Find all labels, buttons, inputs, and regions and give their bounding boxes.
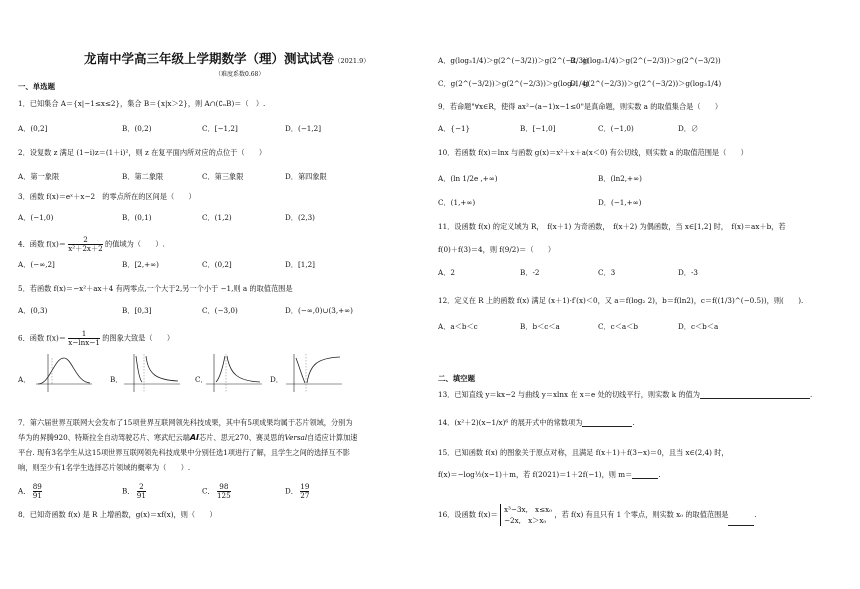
- section-fill-in: 二、填空题: [438, 374, 475, 383]
- q9-option-c[interactable]: C．(−1,0): [598, 124, 634, 133]
- q4-num: 2: [68, 236, 103, 245]
- difficulty-note: （难度系数0.68）: [215, 71, 265, 78]
- q14-part1: 14．(x²＋2)(x−: [438, 418, 492, 427]
- q5-option-d[interactable]: D．(−∞,0)∪(3,+∞): [285, 306, 353, 315]
- q6-num: 1: [68, 330, 100, 339]
- q6-option-c[interactable]: C．: [195, 375, 208, 384]
- question-13: 13．已知直线 y＝kx−2 与曲线 y＝xlnx 在 x＝e 处的切线平行，则实数 k 的值为 .: [438, 390, 813, 399]
- q8-option-d[interactable]: D．g(2^(−2/3))＞g(2^(−3/2))＞g(log₃1/4): [570, 79, 722, 88]
- q15-answer-blank[interactable]: [632, 471, 658, 479]
- q7-c-label: C．: [202, 486, 215, 496]
- q13-text: 13．已知直线 y＝kx−2 与曲线 y＝xlnx 在 x＝e 处的切线平行，则实数 k 的值为: [438, 390, 700, 399]
- q12-option-c[interactable]: C．c＜a＜b: [598, 322, 638, 331]
- question-6: [18, 330, 174, 347]
- q12-option-b[interactable]: B．b＜c＜a: [520, 322, 560, 331]
- q6-option-d[interactable]: D．: [270, 375, 283, 384]
- question-5: 5．若函数 f(x)＝−x²＋ax＋4 有两零点,一个大于2,另一个小于 −1,则 a 的取值范围是: [18, 284, 293, 293]
- q7-d-den: 27: [300, 491, 310, 500]
- q6-option-a[interactable]: A．: [18, 375, 31, 384]
- question-10: 10．若函数 f(x)＝lnx 与函数 g(x)＝x²＋x＋a(x＜0) 有公切线，则实数 a 的取值范围是（ ）: [438, 148, 748, 157]
- q16-tail: ，若 f(x) 有且只有 1 个零点，则实数 x₀ 的取值范围是: [554, 510, 729, 519]
- q8-option-a[interactable]: A．g(log₃1/4)＞g(2^(−3/2))＞g(2^(−2/3)): [438, 56, 589, 65]
- q3-option-a[interactable]: A．(−1,0): [18, 213, 54, 222]
- question-16: 16．设函数 f(x)＝ x³−3x, x≤x₀ −2x, x＞x₀ ，若 f(x) 有且只有 1 个零点，则实数 x₀ 的取值范围是 .: [438, 505, 757, 525]
- q9-option-d[interactable]: D．∅: [678, 124, 699, 133]
- q10-option-c[interactable]: C．(1,+∞): [438, 198, 476, 207]
- q7-option-d[interactable]: [285, 483, 309, 500]
- q1-option-b[interactable]: B．(0,2): [122, 124, 152, 133]
- q10-option-b[interactable]: B．(ln2,+∞): [598, 174, 642, 183]
- q7-line2-part3: 自适应计算加速: [307, 433, 358, 442]
- q14-answer-blank[interactable]: [582, 419, 632, 427]
- q2-option-b[interactable]: B．第二象限: [122, 172, 164, 181]
- q7-c-den: 125: [216, 491, 231, 500]
- q14-part2: 1/x)⁶ 的展开式中的常数项为: [491, 418, 583, 427]
- question-7-line3: 平台. 现有3名学生从这15项世界互联网领先科技成果中分别任选1项进行了解，且学生之间的选择互不影: [18, 448, 350, 457]
- q10-option-a[interactable]: A．(ln 1/2e ,+∞): [438, 174, 498, 183]
- q7-a-label: A．: [18, 486, 31, 496]
- q4-option-c[interactable]: C．(0,2]: [202, 260, 232, 269]
- q7-line2-part2: 芯片、思元270、赛灵思的: [199, 433, 285, 442]
- q5-option-b[interactable]: B．[0,3]: [122, 306, 152, 315]
- q4-option-a[interactable]: A．(−∞,2]: [18, 260, 55, 269]
- q15-text: f(x)＝−log½(x−1)＋m，若 f(2021)＝1＋2f(−1)，则 m＝: [438, 470, 633, 479]
- q7-option-b[interactable]: [122, 483, 146, 500]
- q9-option-b[interactable]: B．[−1,0]: [520, 124, 556, 133]
- q5-option-a[interactable]: A．(0,3): [18, 306, 48, 315]
- q7-option-c[interactable]: [202, 483, 231, 500]
- q6-graph-c: [202, 352, 264, 394]
- q16-case-2: −2x, x＞x₀: [504, 516, 547, 525]
- q7-d-num: 19: [300, 482, 310, 491]
- q4-den: x²＋2x＋2: [68, 244, 103, 253]
- q10-option-d[interactable]: D．(−1,+∞): [598, 198, 642, 207]
- q7-d-fraction: [300, 483, 309, 500]
- q16-answer-blank[interactable]: [728, 518, 754, 526]
- question-11-line1: 11．设函数 f(x) 的定义域为 R， f(x＋1) 为奇函数， f(x＋2) 为偶函数，当 x∈[1,2] 时， f(x)＝ax＋b，若: [438, 222, 786, 231]
- q4-lead: 4．函数 f(x)＝: [18, 239, 66, 249]
- q11-option-c[interactable]: C．3: [598, 268, 616, 277]
- q11-option-d[interactable]: D．-3: [678, 268, 698, 277]
- q16-case-1: x³−3x, x≤x₀: [504, 505, 553, 514]
- q7-d-label: D．: [285, 486, 298, 496]
- q4-option-d[interactable]: D．[1,2]: [285, 260, 315, 269]
- q12-option-d[interactable]: D．c＜b＜a: [678, 322, 719, 331]
- q2-option-a[interactable]: A．第一象限: [18, 172, 60, 181]
- q1-option-c[interactable]: C．[−1,2]: [202, 124, 238, 133]
- q5-option-c[interactable]: C．(−3,0): [202, 306, 238, 315]
- q16-piecewise: [500, 504, 552, 526]
- q2-option-d[interactable]: D．第四象限: [285, 172, 327, 181]
- section-single-choice: 一、单选题: [18, 82, 55, 91]
- q13-answer-blank[interactable]: [700, 391, 810, 399]
- q8-option-c[interactable]: C．g(2^(−3/2))＞g(2^(−2/3))＞g(log₃1/4): [438, 79, 589, 88]
- q8-option-b[interactable]: B．g(log₃1/4)＞g(2^(−2/3))＞g(2^(−3/2)): [570, 56, 721, 65]
- q7-b-den: 91: [136, 491, 146, 500]
- q11-option-a[interactable]: A．2: [438, 268, 455, 277]
- question-7-line1: 7．第六届世界互联网大会发布了15项世界互联网领先科技成果，其中有5项成果均属于芯片领域，分别为: [18, 418, 353, 427]
- q12-option-a[interactable]: A．a＜b＜c: [438, 322, 478, 331]
- question-4: [18, 236, 165, 253]
- question-2: 2．设复数 z 满足 (1−i)z＝(1＋i)²，则 z 在复平面内所对应的点位于（ ）: [18, 148, 267, 157]
- q7-b-num: 2: [137, 483, 146, 492]
- question-9: 9．若命题"∀x∈R，使得 ax²−(a−1)x−1≤0"是真命题，则实数 a 的取值集合是（ ）: [438, 102, 723, 111]
- q6-den: x−lnx−1: [68, 338, 100, 347]
- q6-fraction: [68, 330, 100, 347]
- q7-c-num: 98: [217, 483, 231, 492]
- q7-option-a[interactable]: [18, 483, 42, 500]
- question-15-line1: 15．已知函数 f(x) 的图象关于原点对称，且满足 f(x＋1)＋f(3−x)＝0，且当 x∈(2,4) 时，: [438, 448, 729, 457]
- q1-option-a[interactable]: A．(0,2]: [18, 124, 48, 133]
- question-7-line4: 响，则至少有1名学生选择芯片领域的概率为（ ）.: [18, 463, 191, 472]
- title-text: 龙南中学高三年级上学期数学（理）测试试卷: [84, 51, 335, 66]
- question-3: 3．函数 f(x)＝eˣ＋x−2 的零点所在的区间是（ ）: [18, 192, 196, 201]
- exam-title: [84, 52, 370, 68]
- question-1: 1．已知集合 A＝{x|−1≤x≤2}，集合 B＝{x|x＞2}，则 A∩(∁ₙB)＝（ ）.: [18, 99, 266, 108]
- q7-c-fraction: [217, 483, 231, 500]
- q4-fraction: [68, 236, 103, 253]
- q7-b-fraction: [137, 483, 146, 500]
- q7-b-label: B．: [122, 486, 135, 496]
- q3-option-b[interactable]: B．(0,1): [122, 213, 152, 222]
- q6-graph-a: [32, 352, 94, 394]
- q4-option-b[interactable]: B．[2,+∞): [122, 260, 159, 269]
- question-8: 8．已知奇函数 f(x) 是 R 上增函数，g(x)＝xf(x)，则（ ）: [18, 510, 217, 519]
- q4-tail: 的值域为（ ）.: [105, 239, 165, 249]
- q3-option-d[interactable]: D．(2,3): [285, 213, 315, 222]
- q6-option-b[interactable]: B．: [110, 375, 123, 384]
- q11-option-b[interactable]: B．-2: [520, 268, 540, 277]
- question-7-line2: [18, 433, 357, 442]
- q7-line2-part1: 华为的昇腾920、特斯拉全自动驾驶芯片、寒武纪云端: [18, 433, 190, 442]
- q2-option-c[interactable]: C．第三象限: [202, 172, 244, 181]
- q1-option-d[interactable]: D．(−1,2]: [285, 124, 322, 133]
- q9-option-a[interactable]: A．{−1}: [438, 124, 471, 133]
- q7-a-fraction: [33, 483, 42, 500]
- q7-a-den: 91: [32, 491, 42, 500]
- q16-lead: 16．设函数 f(x)＝: [438, 510, 498, 519]
- question-12: 12．定义在 R 上的函数 f(x) 满足 (x＋1)·f′(x)＜0，又 a＝f(log₂ 2)，b＝f(ln2)，c＝f((1/3)^(−0.5))，则( ).: [438, 296, 804, 305]
- q6-graph-b: [120, 352, 182, 394]
- q6-graph-d: [282, 352, 344, 394]
- title-date: （2021.9）: [334, 57, 370, 65]
- q7-versal: Versal: [284, 433, 308, 442]
- question-11-line2: f(0)＋f(3)＝4，则 f(9/2)＝（ ）: [438, 245, 556, 254]
- question-15-line2: f(x)＝−log½(x−1)＋m，若 f(2021)＝1＋2f(−1)，则 m＝ .: [438, 470, 661, 479]
- q6-tail: 的图象大致是（ ）: [102, 333, 175, 343]
- q3-option-c[interactable]: C．(1,2): [202, 213, 232, 222]
- q7-ai-logo: AI: [189, 433, 200, 442]
- q7-a-num: 89: [32, 482, 42, 491]
- q6-lead: 6．函数 f(x)＝: [18, 333, 66, 343]
- question-14: 14．(x²＋2)(x−1/x)⁶ 的展开式中的常数项为 .: [438, 418, 635, 427]
